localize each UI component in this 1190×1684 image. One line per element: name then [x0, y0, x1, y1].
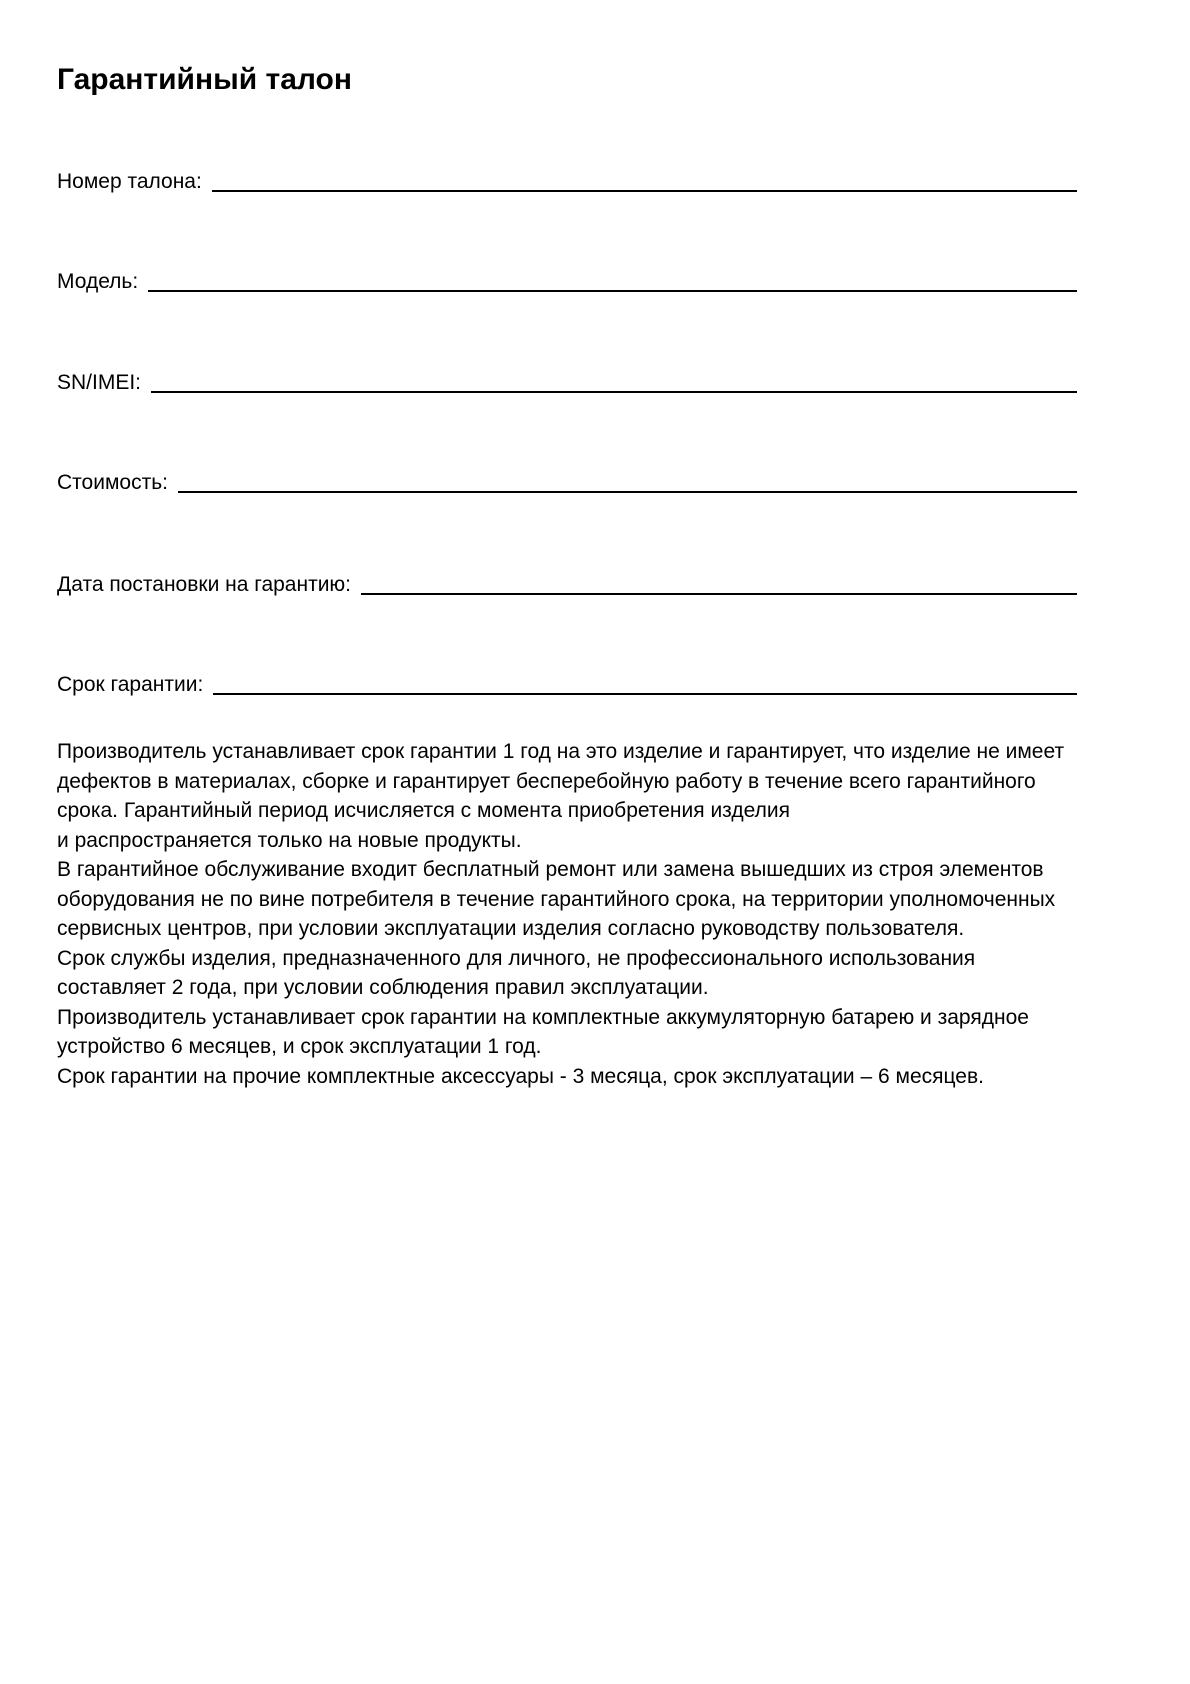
warranty-terms — [57, 737, 1127, 1091]
field-warranty-period — [57, 668, 1077, 698]
field-sn-imei — [57, 366, 1077, 396]
terms-line: Производитель устанавливает срок гарантии 1 год на это изделие и гарантирует, что изделие не имеет — [57, 740, 1065, 763]
terms-line: дефектов в материалах, сборке и гарантирует бесперебойную работу в течение всего гарантийного — [57, 769, 1036, 793]
field-price — [57, 466, 1077, 496]
field-label-model: Модель: — [57, 270, 139, 293]
terms-line: Производитель устанавливает срок гарантии на комплектные аккумуляторную батарею и зарядное — [57, 1005, 1029, 1029]
terms-line: срока. Гарантийный период исчисляется с момента приобретения изделия — [57, 799, 790, 822]
field-label-warranty-start-date: Дата постановки на гарантию: — [57, 573, 352, 596]
field-label-sn-imei: SN/IMEI: — [57, 371, 142, 394]
fill-line-model — [148, 290, 1077, 292]
terms-line: оборудования не по вине потребителя в течение гарантийного срока, на территории уполномоченных — [57, 887, 1056, 911]
field-label-card-number: Номер талона: — [57, 170, 202, 193]
field-card-number — [57, 165, 1077, 195]
fill-line-sn-imei — [151, 391, 1077, 393]
terms-line: устройство 6 месяцев, и срок эксплуатации 1 год. — [57, 1035, 542, 1058]
terms-line: В гарантийное обслуживание входит бесплатный ремонт или замена вышедших из строя элементов — [57, 858, 1044, 881]
page-title: Гарантийный талон — [57, 63, 353, 96]
fill-line-warranty-start-date — [361, 593, 1077, 595]
field-model — [57, 265, 1077, 295]
terms-line: Срок гарантии на прочие комплектные аксессуары - 3 месяца, срок эксплуатации – 6 месяцев. — [57, 1064, 984, 1088]
terms-line: и распространяется только на новые продукты. — [57, 828, 522, 852]
field-label-warranty-period: Срок гарантии: — [57, 673, 204, 696]
fill-line-warranty-period — [213, 693, 1077, 695]
fill-line-card-number — [212, 190, 1077, 192]
terms-line: составляет 2 года, при условии соблюдения правил эксплуатации. — [57, 976, 709, 999]
fill-line-price — [178, 491, 1077, 493]
field-warranty-start-date — [57, 568, 1077, 598]
terms-line: сервисных центров, при условии эксплуатации изделия согласно руководству пользователя. — [57, 917, 965, 940]
terms-line: Срок службы изделия, предназначенного для личного, не профессионального использования — [57, 946, 976, 970]
field-label-price: Стоимость: — [57, 471, 168, 494]
